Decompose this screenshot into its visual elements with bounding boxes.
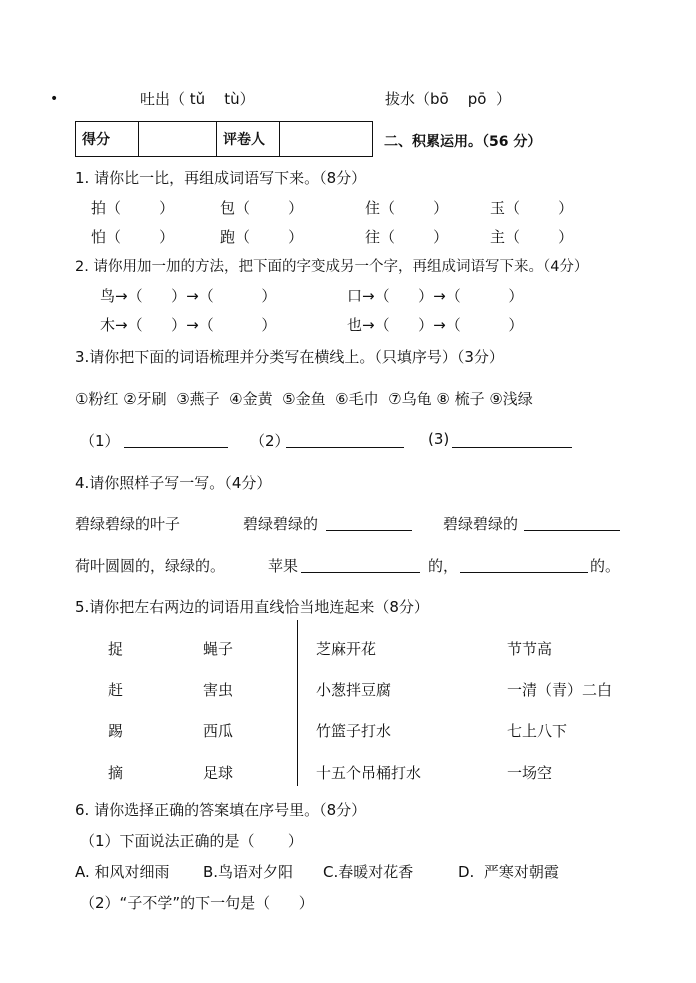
q3-blank2-line[interactable] [286, 433, 404, 448]
q4-fill2-label: 碧绿碧绿的 [443, 515, 519, 533]
q5-left-noun: 蝇子 [203, 640, 234, 658]
grader-cell[interactable] [280, 122, 373, 157]
q5-left-noun: 害虫 [203, 681, 234, 699]
q6-title: 6. 请你选择正确的答案填在序号里。（8分） [75, 801, 367, 819]
q5-left-verb: 摘 [108, 764, 124, 782]
q5-left-verb: 赶 [108, 681, 124, 699]
q1-r2-c3: 往（ ） [365, 228, 449, 246]
divider-line [297, 620, 298, 786]
score-label: 得分 [76, 122, 139, 157]
q1-r1-c4: 玉（ ） [490, 199, 574, 217]
q1-r1-c1: 拍（ ） [91, 199, 175, 217]
score-cell[interactable] [139, 122, 217, 157]
q6-option-d: D. 严寒对朝霞 [458, 863, 559, 881]
q5-right-phrase: 十五个吊桶打水 [316, 764, 422, 782]
q4-title: 4.请你照样子写一写。（4分） [75, 474, 272, 492]
q2-r2-c1: 木→（ ）→（ ） [100, 316, 277, 334]
q5-right-ending: 节节高 [507, 640, 553, 658]
q6-sub1: （1）下面说法正确的是（ ） [80, 832, 303, 850]
q3-blank2-label: （2） [250, 432, 290, 450]
q4-fill3-label: 苹果 [268, 557, 299, 575]
q5-left-noun: 足球 [203, 764, 234, 782]
q4-fill3-end: 的， [428, 557, 459, 575]
q3-blank1-line[interactable] [124, 433, 228, 448]
q5-right-ending: 一场空 [507, 764, 553, 782]
q1-r1-c2: 包（ ） [220, 199, 304, 217]
q6-option-c: C.春暖对花香 [323, 863, 414, 881]
q5-right-ending: 七上八下 [507, 722, 568, 740]
q5-right-phrase: 竹篮子打水 [316, 722, 392, 740]
q2-title: 2. 请你用加一加的方法，把下面的字变成另一个字，再组成词语写下来。（4分） [75, 259, 589, 275]
q4-fill4-line[interactable] [460, 558, 588, 573]
q3-options: ①粉红 ②牙刷 ③燕子 ④金黄 ⑤金鱼 ⑥毛巾 ⑦乌龟 ⑧ 梳子 ⑨浅绿 [75, 390, 533, 408]
q1-r2-c1: 怕（ ） [91, 228, 175, 246]
q4-example2: 荷叶圆圆的，绿绿的。 [75, 557, 226, 575]
q5-title: 5.请你把左右两边的词语用直线恰当地连起来（8分） [75, 598, 429, 616]
q6-option-b: B.鸟语对夕阳 [203, 863, 294, 881]
q3-blank3-line[interactable] [452, 433, 572, 448]
q5-right-phrase: 小葱拌豆腐 [316, 681, 392, 699]
q4-fill1-line[interactable] [326, 516, 412, 531]
q4-fill2-line[interactable] [524, 516, 620, 531]
pinyin-item-bashui: 拔水（bō pō ） [385, 90, 512, 108]
section-title: 二、积累运用。（56 分） [384, 134, 542, 150]
q5-left-verb: 踢 [108, 722, 124, 740]
q6-option-a: A. 和风对细雨 [75, 863, 170, 881]
q3-title: 3.请你把下面的词语梳理并分类写在横线上。（只填序号）（3分） [75, 348, 504, 366]
q2-r1-c1: 鸟→（ ）→（ ） [100, 287, 277, 305]
q1-r2-c4: 主（ ） [490, 228, 574, 246]
pinyin-item-tuchu: 吐出（ tǔ tù） [140, 90, 255, 108]
q3-blank1-label: （1） [80, 432, 120, 450]
grader-label: 评卷人 [217, 122, 280, 157]
q5-right-phrase: 芝麻开花 [316, 640, 377, 658]
q5-left-verb: 捉 [108, 640, 124, 658]
q5-right-ending: 一清（青）二白 [507, 681, 613, 699]
q2-r2-c2: 也→（ ）→（ ） [347, 316, 524, 334]
q6-sub2: （2）“子不学”的下一句是（ ） [80, 894, 314, 912]
q5-left-noun: 西瓜 [203, 722, 234, 740]
q1-r1-c3: 住（ ） [365, 199, 449, 217]
score-table [75, 121, 373, 157]
q4-fill1-label: 碧绿碧绿的 [243, 515, 319, 533]
q4-fill3-line[interactable] [301, 558, 420, 573]
q4-example1: 碧绿碧绿的叶子 [75, 515, 181, 533]
q1-title: 1. 请你比一比，再组成词语写下来。（8分） [75, 169, 367, 187]
list-bullet: • [50, 91, 59, 107]
q3-blank3-label: (3) [428, 430, 450, 448]
q4-fill4-end: 的。 [590, 557, 621, 575]
q1-r2-c2: 跑（ ） [220, 228, 304, 246]
q2-r1-c2: 口→（ ）→（ ） [347, 287, 524, 305]
